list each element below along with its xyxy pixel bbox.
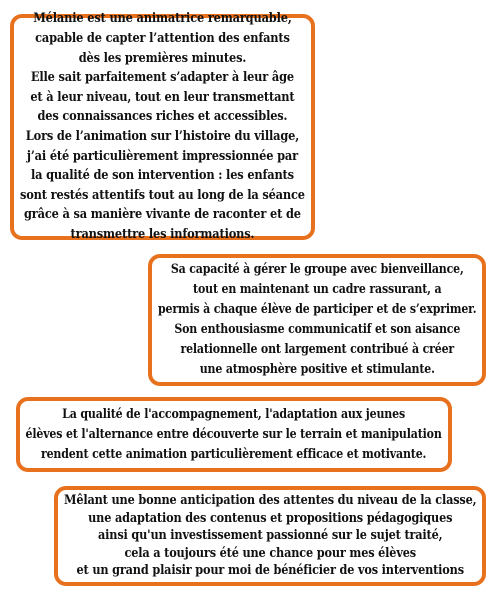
testimonial-box-4	[54, 486, 486, 586]
testimonial-line: sont restés attentifs tout au long de la séance	[20, 187, 305, 203]
testimonial-text-3	[0, 405, 480, 465]
testimonial-line: élèves et l'alternance entre découverte sur le terrain et manipulation	[25, 426, 443, 442]
testimonial-line: capable de capter l’attention des enfants	[35, 31, 290, 47]
testimonial-line: et à leur niveau, tout en leur transmettant	[30, 89, 295, 105]
testimonial-line: une atmosphère positive et stimulante.	[199, 362, 435, 377]
testimonial-text-2	[129, 260, 500, 380]
testimonial-line: ainsi qu'un investissement passionné sur le sujet traité,	[97, 528, 443, 544]
testimonial-text-1	[0, 9, 325, 244]
testimonial-line: tout en maintenant un cadre rassurant, a	[192, 282, 442, 297]
testimonial-line: rendent cette animation particulièrement efficace et motivante.	[41, 446, 427, 462]
testimonial-box-1	[10, 11, 315, 242]
testimonial-line: transmettre les informations.	[70, 226, 255, 242]
testimonial-line: Sa capacité à gérer le groupe avec bienveillance,	[170, 262, 464, 277]
testimonial-line: dès les premières minutes.	[78, 50, 247, 66]
testimonial-line: Mélanie est une animatrice remarquable,	[33, 11, 292, 27]
testimonial-line: Lors de l’animation sur l’histoire du village,	[25, 129, 300, 144]
testimonial-text-4	[33, 492, 500, 580]
testimonial-box-3	[16, 397, 452, 472]
testimonial-line: j’ai été particulièrement impressionnée par	[27, 148, 298, 164]
testimonial-line: relationnelle ont largement contribué à créer	[180, 342, 454, 357]
testimonial-line: et un grand plaisir pour moi de bénéficier de vos interventions	[76, 563, 464, 579]
testimonial-box-2	[148, 254, 486, 386]
testimonial-line: des connaissances riches et accessibles.	[37, 109, 288, 125]
testimonial-line: une adaptation des contenus et propositions pédagogiques	[87, 510, 453, 526]
testimonial-line: la qualité de son intervention : les enfants	[31, 168, 294, 184]
testimonial-line: Son enthousiasme communicatif et son aisance	[174, 322, 460, 337]
testimonial-line: permis à chaque élève de participer et de s’exprimer.	[157, 302, 477, 317]
testimonial-line: La qualité de l'accompagnement, l'adaptation aux jeunes	[62, 406, 406, 422]
testimonial-line: Mêlant une bonne anticipation des attentes du niveau de la classe,	[63, 493, 477, 509]
testimonial-line: grâce à sa manière vivante de raconter et de	[24, 207, 301, 223]
testimonial-line: Elle sait parfaitement s’adapter à leur âge	[30, 70, 295, 86]
testimonial-line: cela a toujours été une chance pour mes élèves	[124, 545, 416, 561]
